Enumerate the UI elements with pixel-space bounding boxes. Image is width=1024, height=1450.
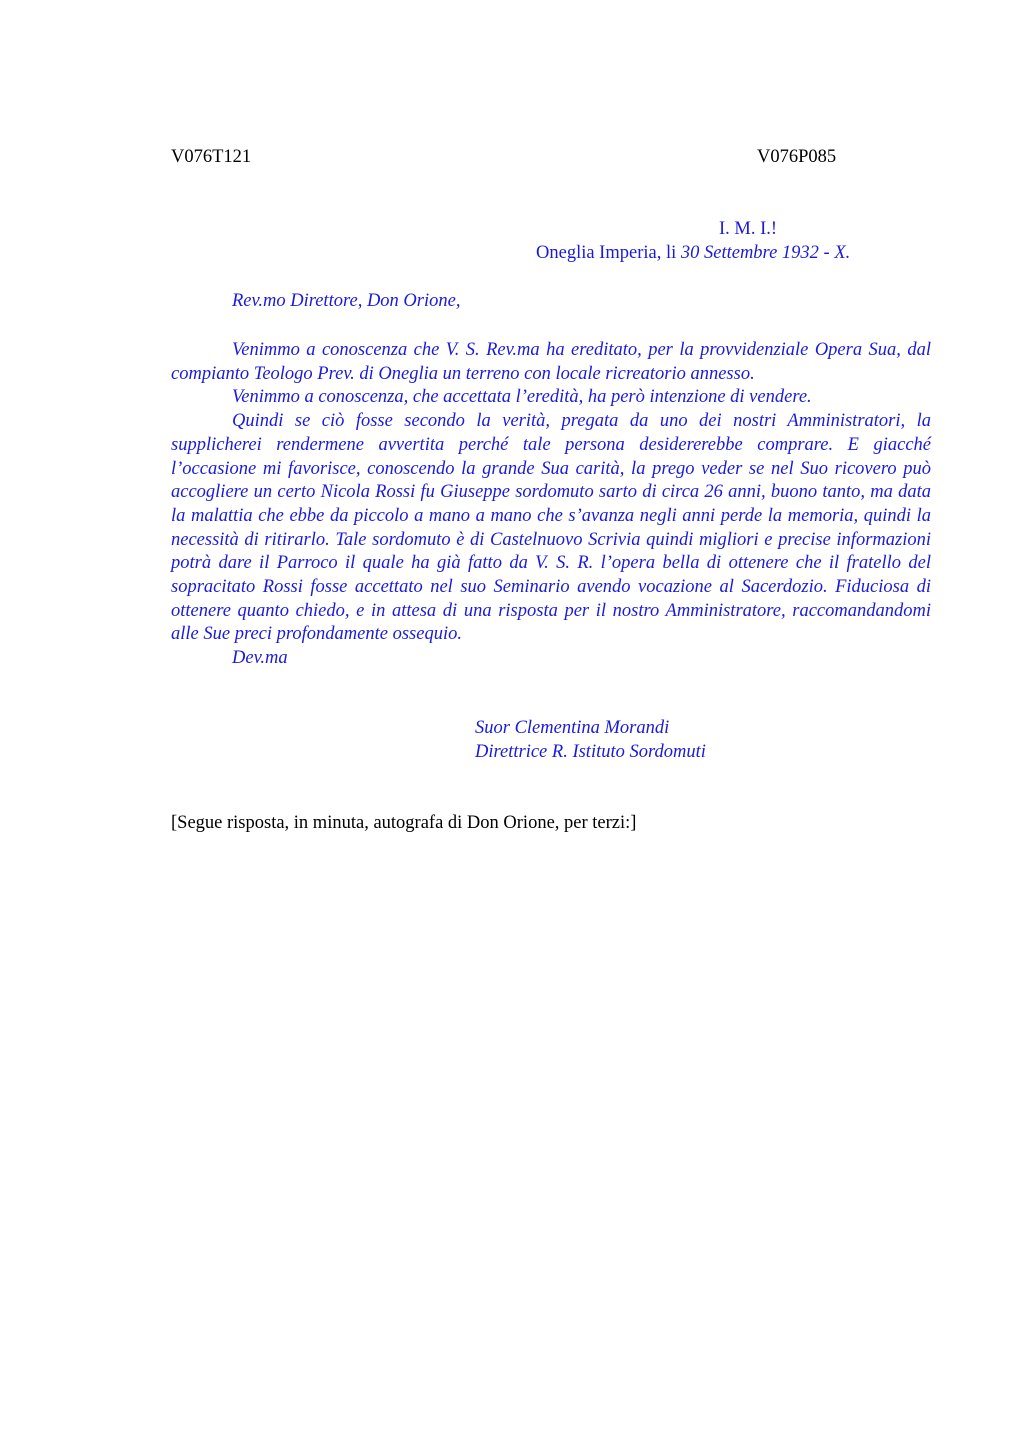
letter-paragraph: Venimmo a conoscenza, che accettata l’eredità, ha però intenzione di vendere. <box>232 387 812 408</box>
editorial-note: [Segue risposta, in minuta, autografa di Don Orione, per terzi:] <box>171 813 637 833</box>
letter-paragraph: Venimmo a conoscenza che V. S. Rev.ma ha ereditato, per la provvidenziale Opera Sua, dal compianto Teologo Prev. di Oneglia un terreno con locale ricreatorio annesso. <box>171 340 931 384</box>
letter-place: Oneglia Imperia, li <box>536 243 681 263</box>
letter-closing: Dev.ma <box>232 648 288 669</box>
signature-role: Direttrice R. Istituto Sordomuti <box>475 742 706 762</box>
signature-name: Suor Clementina Morandi <box>475 718 670 738</box>
letter-paragraph: Quindi se ciò fosse secondo la verità, pregata da uno dei nostri Amministratori, la supplicherei rendermene avvertita perché tale persona desidererebbe comprare. E giacché l’occasione mi favorisce, conoscendo la grande Sua carità, la prego veder se nel Suo ricovero può accogliere un certo Nicola Rossi fu Giuseppe sordomuto sarto di circa 26 anni, buono tanto, ma data la malattia che ebbe da piccolo a mano a mano che s’avanza negli anni perde la memoria, quindi la necessità di ritirarlo. Tale sordomuto è di Castelnuovo Scrivia quindi migliori e precise informazioni potrà dare il Parroco il quale ha già fatto da V. S. R. l’opera bella di ottenere che il fratello del sopracitato Rossi fosse accettato nel suo Seminario avendo vocazione al Sacerdozio. Fiduciosa di ottenere quanto chiedo, e in attesa di una risposta per il nostro Amministratore, raccomandandomi alle Sue preci profondamente ossequio. <box>171 411 931 645</box>
letter-body <box>171 339 931 671</box>
document-code-left: V076T121 <box>171 147 252 167</box>
document-code-right: V076P085 <box>757 147 837 167</box>
letter-salutation: Rev.mo Direttore, Don Orione, <box>232 291 461 311</box>
letter-date: 30 Settembre 1932 - X. <box>680 243 851 263</box>
letter-dateline <box>536 243 850 264</box>
letter-invocation: I. M. I.! <box>719 219 778 239</box>
